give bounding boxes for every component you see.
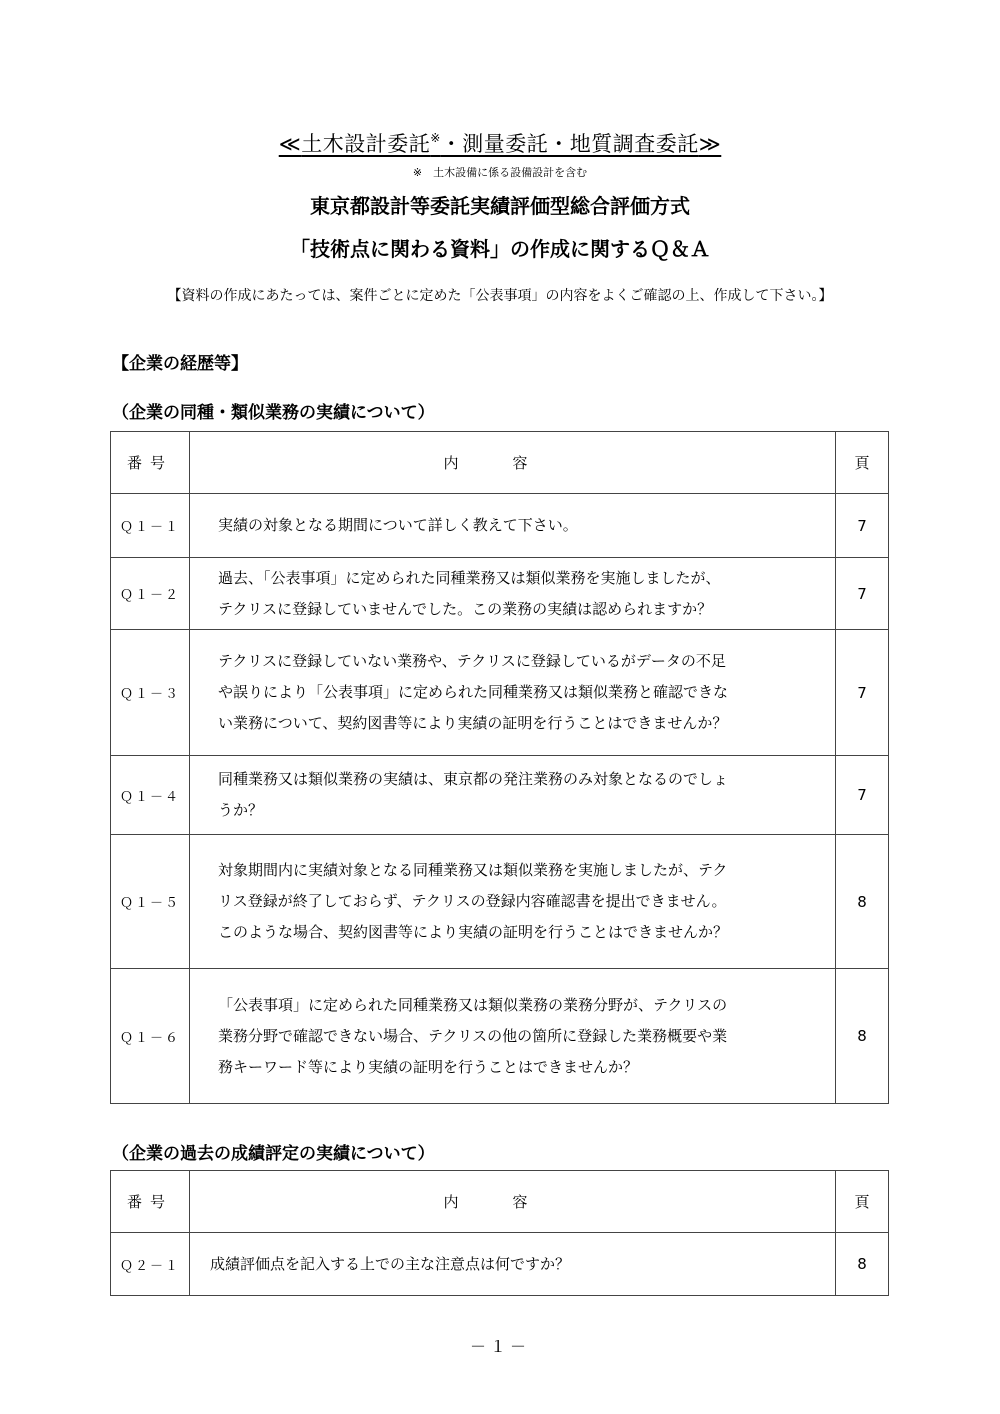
question-line: テクリスに登録していない業務や、テクリスに登録しているがデータの不足 bbox=[218, 652, 726, 670]
qa-table-1 bbox=[110, 431, 889, 1104]
col-header-number-label: 番号 bbox=[126, 1193, 173, 1211]
col-header-page bbox=[836, 432, 889, 494]
col-header-page-label: 頁 bbox=[854, 454, 870, 472]
header-part1: 土木設計委託 bbox=[301, 132, 431, 156]
table1-heading: （企業の同種・類似業務の実績について） bbox=[112, 403, 435, 423]
col-header-page-label: 頁 bbox=[854, 1193, 870, 1211]
question-line: リス登録が終了しておらず、テクリスの登録内容確認書を提出できません。 bbox=[218, 892, 727, 910]
header-part2: ・測量委託・地質調査委託 bbox=[440, 132, 699, 156]
table-row bbox=[111, 630, 889, 756]
header-footnote: ※ 土木設備に係る設備設計を含む bbox=[412, 166, 588, 179]
question-text bbox=[190, 1233, 836, 1296]
qa-table-2 bbox=[110, 1170, 889, 1296]
col-header-content bbox=[190, 1171, 836, 1233]
question-text bbox=[190, 558, 836, 630]
question-line: い業務について、契約図書等により実績の証明を行うことはできませんか？ bbox=[218, 714, 728, 732]
question-line: 実績の対象となる期間について詳しく教えて下さい。 bbox=[218, 516, 578, 534]
section-heading: 【企業の経歴等】 bbox=[112, 354, 248, 374]
header-prefix: ≪ bbox=[278, 132, 302, 156]
col-header-number bbox=[111, 432, 190, 494]
question-text bbox=[190, 630, 836, 756]
question-number: Ｑ１－２ bbox=[111, 558, 190, 630]
col-header-content bbox=[190, 432, 836, 494]
table-row bbox=[111, 494, 889, 558]
page-reference: 8 bbox=[836, 835, 889, 969]
header-suffix: ≫ bbox=[698, 132, 722, 156]
question-text bbox=[190, 835, 836, 969]
page-reference: 7 bbox=[836, 494, 889, 558]
col-header-number bbox=[111, 1171, 190, 1233]
page-reference: 8 bbox=[836, 1233, 889, 1296]
instruction-note: 【資料の作成にあたっては、案件ごとに定めた「公表事項」の内容をよくご確認の上、作成して下さい。】 bbox=[167, 288, 833, 304]
question-line: 務キーワード等により実績の証明を行うことはできませんか？ bbox=[218, 1057, 639, 1076]
question-line: 「公表事項」に定められた同種業務又は類似業務の業務分野が、テクリスの bbox=[218, 995, 728, 1014]
header-footnote-mark: ※ bbox=[430, 131, 441, 145]
table-row bbox=[111, 969, 889, 1104]
question-line: 過去、「公表事項」に定められた同種業務又は類似業務を実施しましたが、 bbox=[218, 568, 721, 587]
table-header-row bbox=[111, 432, 889, 494]
question-number: Ｑ１－６ bbox=[111, 969, 190, 1104]
question-line: や誤りにより「公表事項」に定められた同種業務又は類似業務と確認できな bbox=[218, 683, 729, 701]
question-number: Ｑ２－１ bbox=[111, 1233, 190, 1296]
question-line: 対象期間内に実績対象となる同種業務又は類似業務を実施しましたが、テク bbox=[218, 861, 728, 879]
document-title: 東京都設計等委託実績評価型総合評価方式 bbox=[310, 194, 690, 218]
question-line: 業務分野で確認できない場合、テクリスの他の箇所に登録した業務概要や業 bbox=[218, 1026, 728, 1045]
table-row bbox=[111, 756, 889, 835]
question-number: Ｑ１－１ bbox=[111, 494, 190, 558]
question-line: うか？ bbox=[218, 801, 264, 819]
question-line: 同種業務又は類似業務の実績は、東京都の発注業務のみ対象となるのでしょ bbox=[218, 770, 729, 788]
page-number: －１－ bbox=[469, 1337, 530, 1356]
table-row bbox=[111, 1233, 889, 1296]
col-header-number-label: 番号 bbox=[126, 454, 173, 472]
question-line: テクリスに登録していませんでした。この業務の実績は認められますか？ bbox=[218, 599, 713, 618]
header-main-title bbox=[0, 128, 1000, 158]
table-row bbox=[111, 558, 889, 630]
col-header-content-label: 内容 bbox=[443, 454, 582, 472]
document-subtitle: 「技術点に関わる資料」の作成に関するＱ＆Ａ bbox=[290, 237, 710, 261]
question-number: Ｑ１－４ bbox=[111, 756, 190, 835]
table2-heading: （企業の過去の成績評定の実績について） bbox=[112, 1144, 435, 1164]
page-reference: 8 bbox=[836, 969, 889, 1104]
question-text bbox=[190, 756, 836, 835]
page-reference: 7 bbox=[836, 756, 889, 835]
col-header-content-label: 内容 bbox=[443, 1193, 582, 1211]
page-reference: 7 bbox=[836, 558, 889, 630]
question-line: このような場合、契約図書等により実績の証明を行うことはできませんか？ bbox=[218, 923, 729, 941]
page-reference: 7 bbox=[836, 630, 889, 756]
question-line: 成績評価点を記入する上での主な注意点は何ですか？ bbox=[210, 1254, 571, 1273]
table-row bbox=[111, 835, 889, 969]
question-text bbox=[190, 969, 836, 1104]
question-text bbox=[190, 494, 836, 558]
question-number: Ｑ１－３ bbox=[111, 630, 190, 756]
table-header-row bbox=[111, 1171, 889, 1233]
question-number: Ｑ１－５ bbox=[111, 835, 190, 969]
col-header-page bbox=[836, 1171, 889, 1233]
